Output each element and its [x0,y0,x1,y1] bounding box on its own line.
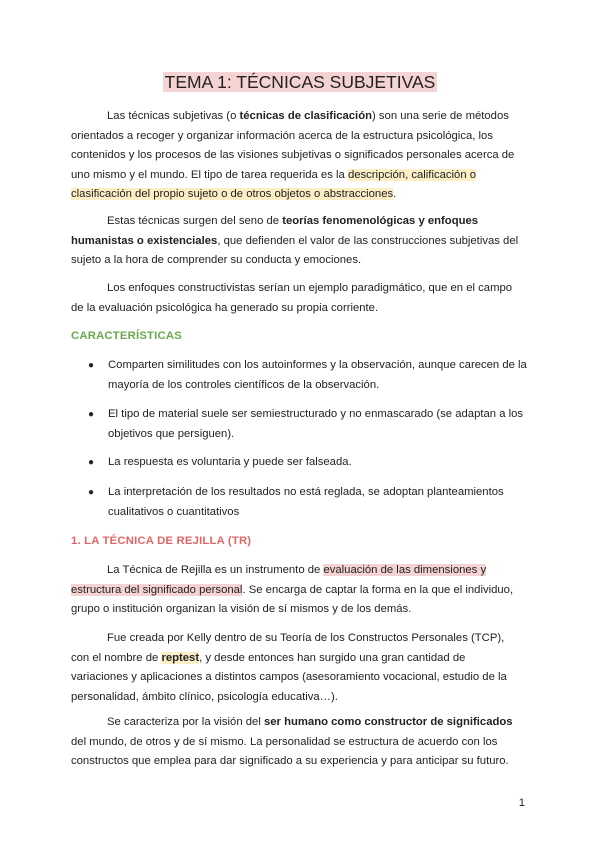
bullet-icon: ● [88,487,95,498]
kelly-paragraph [71,629,523,707]
constructivist-text: Los enfoques constructivistas serían un ejemplo paradigmático, que en el campo de la evaluación psicológica ha generado su propia corriente. [71,282,513,314]
origin-bold-1: teorías fenomenológicas y enfoques humanistas o existenciales [71,215,479,247]
list-item [88,453,540,473]
section-heading-rejilla: 1. LA TÉCNICA DE REJILLA (TR) [71,535,252,547]
bullet-icon: ● [88,457,95,468]
constructor-text-2: del mundo, de otros y de sí mismo. La personalidad se estructura de acuerdo con los constructos que emplea para dar significado a su experiencia y para anticipar su futuro. [71,735,509,768]
kelly-bold-reptest: reptest [161,651,200,664]
constructor-text-1: Se caracteriza por la visión del [107,716,264,728]
constructor-bold-1: ser humano como constructor de significados [263,716,513,728]
origin-paragraph [71,212,523,271]
intro-paragraph [71,107,523,205]
intro-highlight: descripción, calificación o clasificación del propio sujeto o de otros objetos o abstracciones [71,168,477,201]
list-item-text: El tipo de material suele ser semiestructurado y no enmascarado (se adaptan a los objetivos que persiguen). [108,408,524,440]
constructivist-paragraph [71,279,523,318]
rejilla-text-2: . Se encarga de captar la forma en la que el individuo, grupo o institución organizan la visión de sí mismos y de los demás. [71,583,514,616]
intro-text-1: Las técnicas subjetivas (o [107,110,240,122]
intro-bold-1: técnicas de clasificación [239,110,372,122]
page-title-text: TEMA 1: TÉCNICAS SUBJETIVAS [164,72,436,92]
list-item [88,483,540,522]
constructor-paragraph [71,713,523,772]
rejilla-paragraph [71,561,523,620]
list-item [88,405,540,444]
intro-text-3: . [393,188,397,201]
list-item-text: La interpretación de los resultados no está reglada, se adoptan planteamientos cualitativos o cuantitativos [108,486,504,518]
origin-text-2: , que defienden el valor de las construcciones subjetivas del sujeto a la hora de comprender su conducta y emociones. [71,234,519,267]
rejilla-text-1: La Técnica de Rejilla es un instrumento de [107,564,324,576]
bullet-icon: ● [88,409,95,420]
list-item-text: Comparten similitudes con los autoinformes y la observación, aunque carecen de la mayoría de los controles científicos de la observación. [108,359,527,391]
kelly-text-2: , y desde entonces han surgido una gran cantidad de variaciones y aplicaciones a distintos campos (asesoramiento vocacional, estudio de la personalidad, ámbito clínico, psicología educativa…). [71,651,507,703]
page-number: 1 [518,797,525,809]
section-heading-caracteristicas: CARACTERÍSTICAS [71,330,182,342]
bullet-icon: ● [88,360,95,371]
rejilla-highlight: evaluación de las dimensiones y estructura del significado personal [71,564,487,596]
origin-text-1: Estas técnicas surgen del seno de [107,215,283,227]
list-item-text: La respuesta es voluntaria y puede ser falseada. [108,456,352,468]
kelly-text-1: Fue creada por Kelly dentro de su Teoría de los Constructos Personales (TCP), con el nombre de [71,632,505,664]
page-title [0,70,600,94]
intro-text-2: ) son una serie de métodos orientados a recoger y organizar información acerca de la estructura psicológica, los contenidos y los procesos de las visiones subjetivas o significados personales acerca de uno mismo y el mundo. El tipo de tarea requerida es la [71,110,515,181]
list-item [88,356,540,395]
